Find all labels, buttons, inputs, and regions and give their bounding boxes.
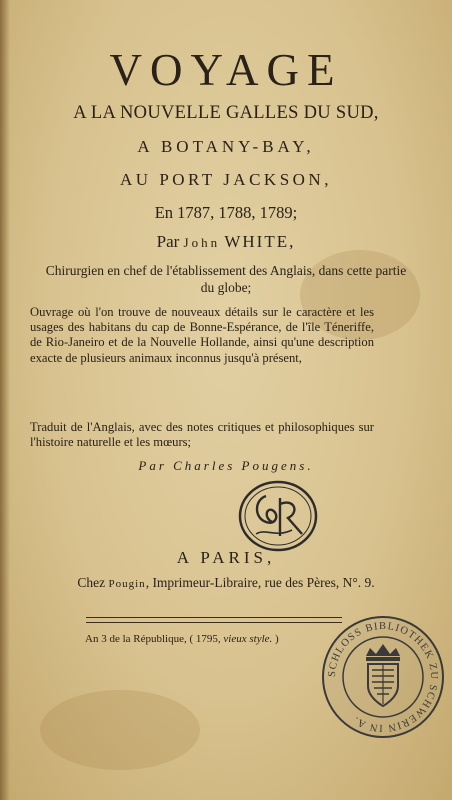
author-prefix: Par [156,232,180,251]
publisher-line [40,574,412,593]
publisher-name: Pougin [108,578,146,590]
publisher-address: , Imprimeur-Libraire, rue des Pères, N°. 9. [145,575,375,590]
paper-stain [40,690,200,770]
monogram-stamp-icon [236,478,320,554]
subtitle-line-1: A LA NOUVELLE GALLES DU SUD, [73,103,379,123]
author-last-name: WHITE, [224,232,296,251]
subtitle-line-2: A BOTANY-BAY, [137,137,315,156]
translator-line: Par Charles Pougens. [138,458,314,473]
years-line: En 1787, 1788, 1789; [154,203,298,222]
description-paragraph: Ouvrage où l'on trouve de nouveaux détails sur le caractère et les usages des habitans du cap de Bonne-Espérance, de l'île Téneriffe, de Rio-Janeiro et de la Nouvelle Hollande, ainsi qu'une description exacte de plusieurs animaux inconnus jusqu'à présent, [30,305,374,365]
translation-note: Traduit de l'Anglais, avec des notes critiques et philosophiques sur l'histoire naturelle et les mœurs; [30,420,374,450]
subtitle-line-3: AU PORT JACKSON, [120,170,332,189]
date-main: An 3 de la République, ( 1795, [85,633,224,645]
imprint-place: A PARIS, [176,548,276,567]
stamp-ring-text: SCHLOSS BIBLIOTHEK ZU SCHWERIN IN A. [326,620,440,734]
publisher-prefix: Chez [77,575,106,590]
date-style: vieux style. [223,633,273,645]
date-end: ) [272,633,279,645]
ornamental-rule [86,617,342,623]
book-title: VOYAGE [109,45,343,95]
library-stamp-icon [318,612,448,742]
author-line [0,232,452,252]
author-role: Chirurgien en chef de l'établissement des Anglais, dans cette partie du globe; [45,263,407,295]
publication-date [85,633,279,645]
author-first-name: John [183,235,221,250]
